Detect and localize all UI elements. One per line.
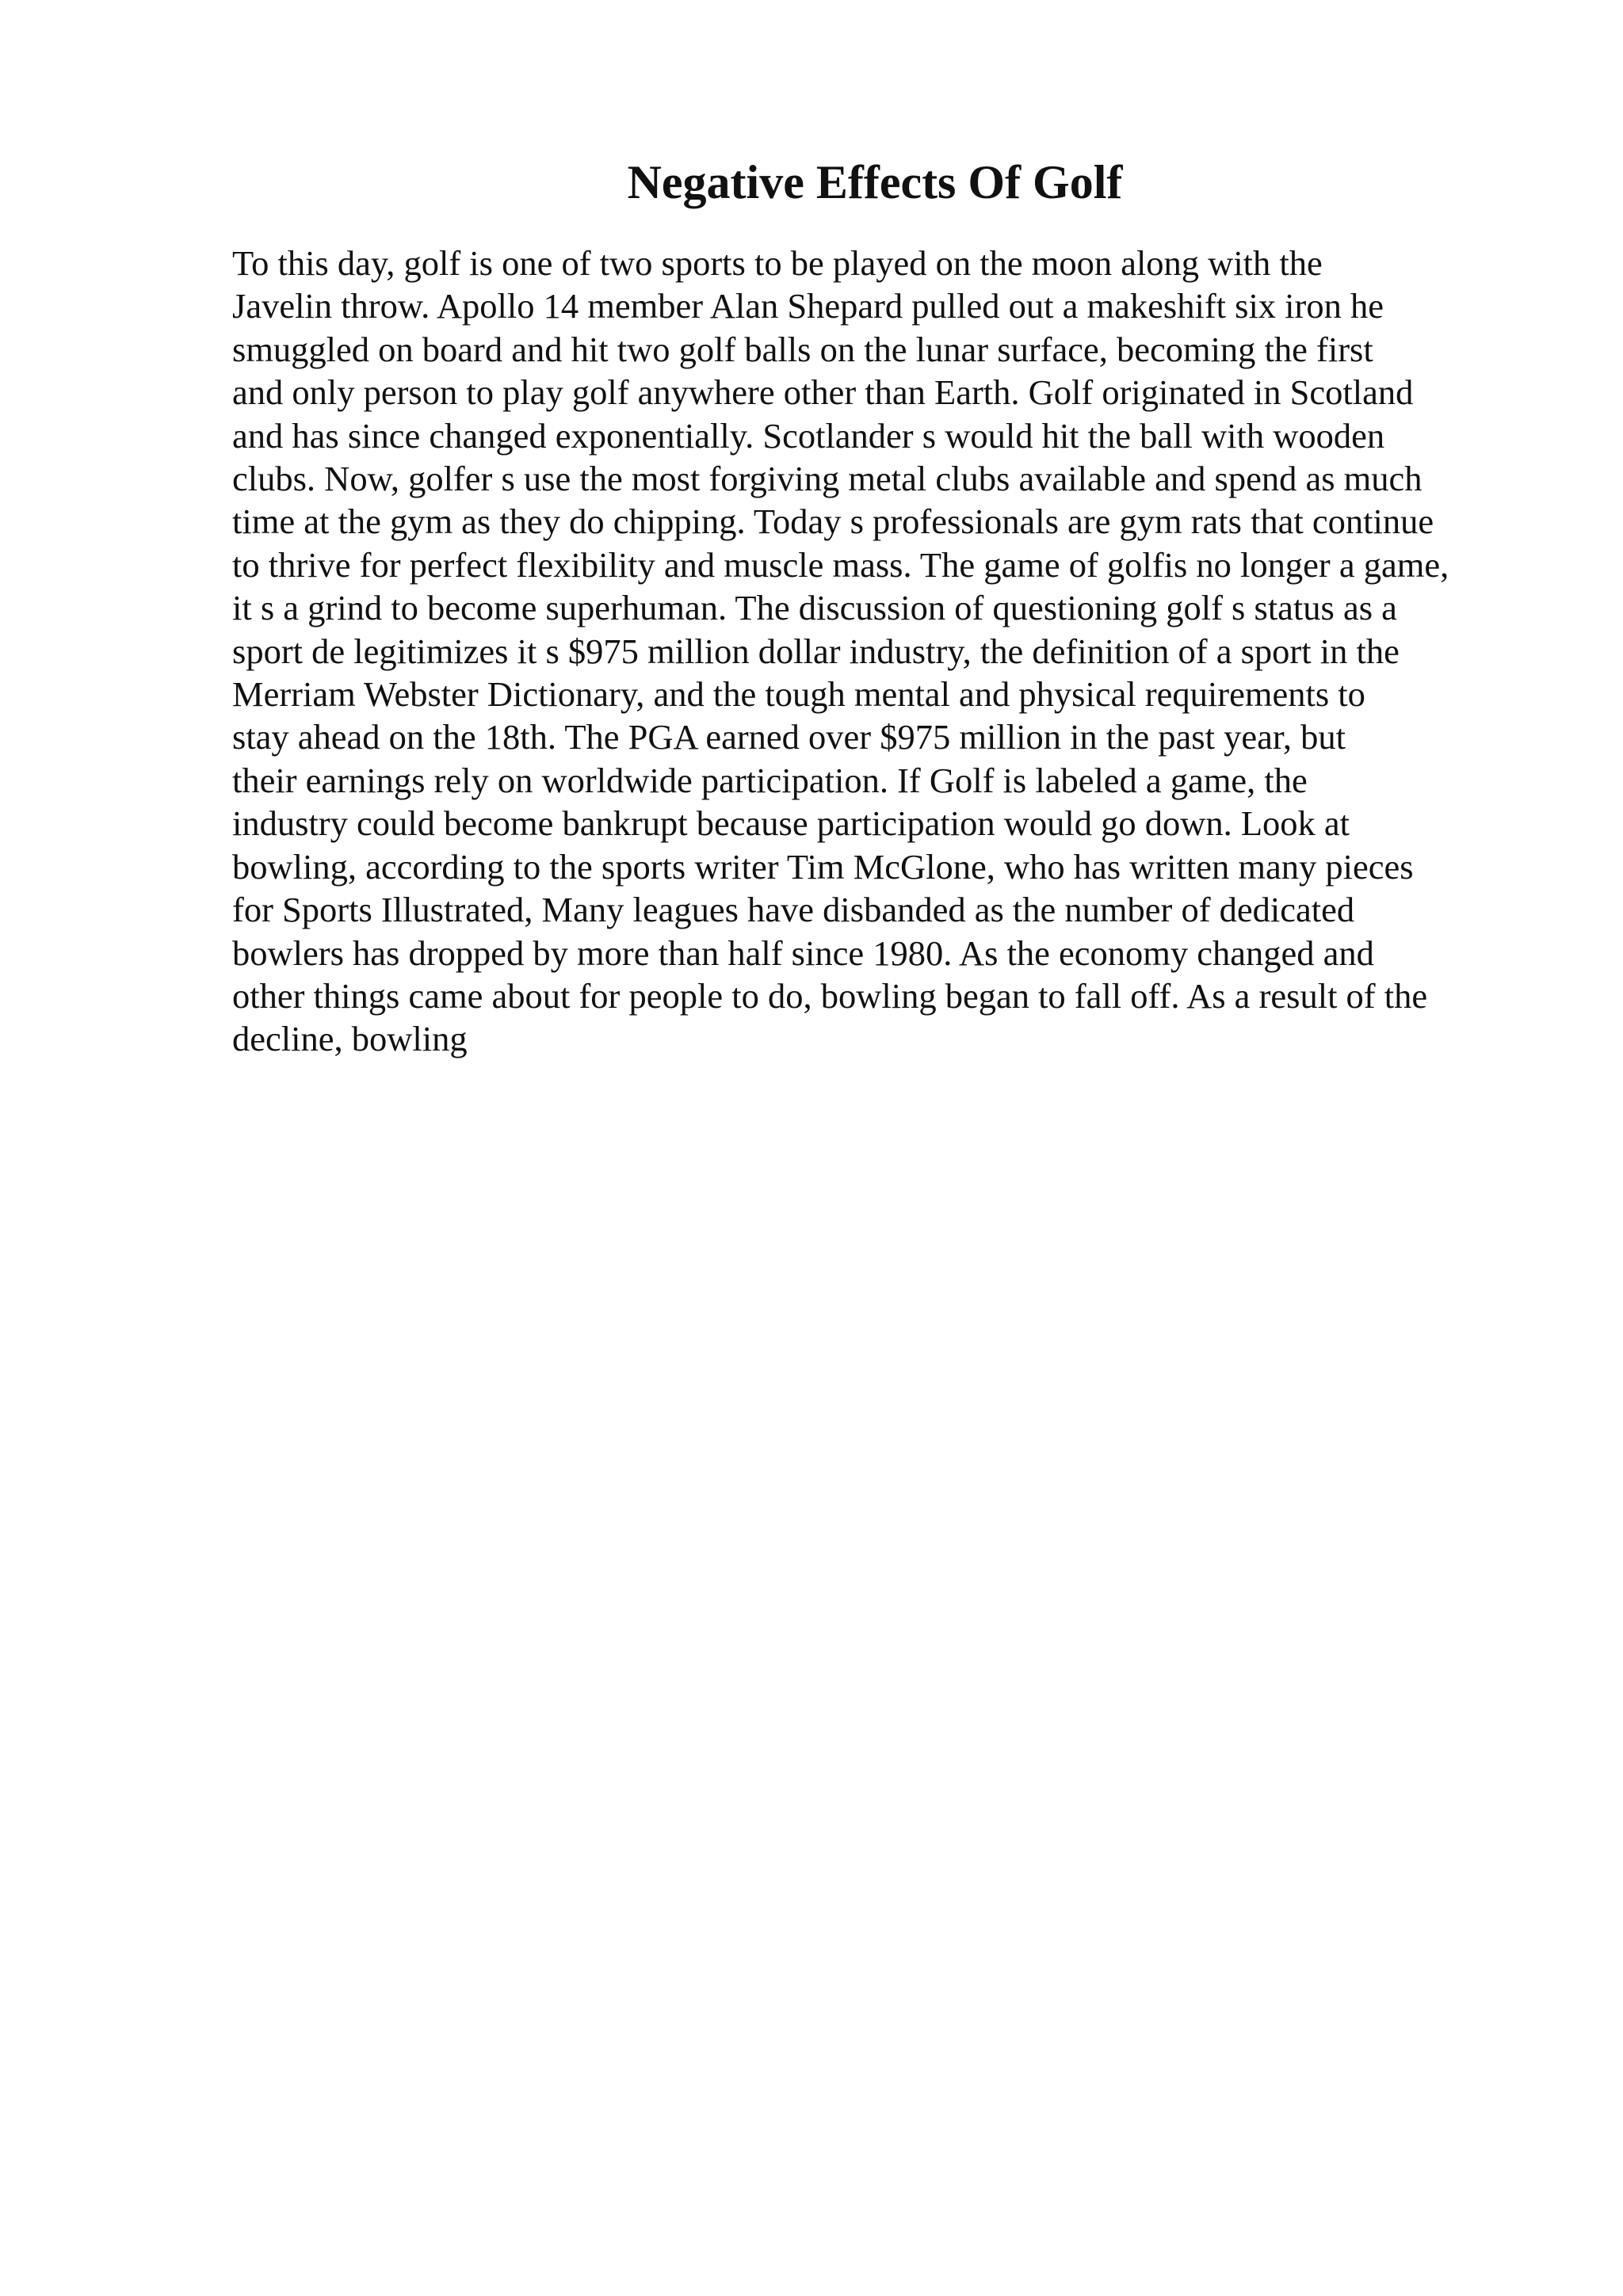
body-line: Javelin throw. Apollo 14 member Alan Shepard pulled out a makeshift six iron he — [232, 286, 1384, 326]
body-line: bowlers has dropped by more than half since 1980. As the economy changed and — [232, 933, 1374, 973]
body-line: industry could become bankrupt because participation would go down. Look at — [232, 803, 1350, 844]
body-line: Merriam Webster Dictionary, and the tough mental and physical requirements to — [232, 674, 1365, 715]
body-line: and only person to play golf anywhere other than Earth. Golf originated in Scotland — [232, 372, 1414, 413]
document-body — [232, 242, 1579, 1061]
body-line: smuggled on board and hit two golf balls on the lunar surface, becoming the first — [232, 329, 1373, 369]
body-line: sport de legitimizes it s $975 million dollar industry, the definition of a sport in the — [232, 631, 1400, 671]
document-title: Negative Effects Of Golf — [627, 156, 1123, 208]
body-line: other things came about for people to do, bowling began to fall off. As a result of the — [232, 975, 1428, 1016]
body-line: for Sports Illustrated, Many leagues have disbanded as the number of dedicated — [232, 890, 1355, 930]
body-line: clubs. Now, golfer s use the most forgiving metal clubs available and spend as much — [232, 459, 1423, 499]
body-line: stay ahead on the 18th. The PGA earned over $975 million in the past year, but — [232, 717, 1346, 757]
body-line: it s a grind to become superhuman. The discussion of questioning golf s status as a — [232, 588, 1397, 628]
body-line: to thrive for perfect flexibility and muscle mass. The game of golfis no longer a game, — [232, 544, 1449, 585]
body-line: To this day, golf is one of two sports to be played on the moon along with the — [232, 243, 1323, 283]
body-line: their earnings rely on worldwide participation. If Golf is labeled a game, the — [232, 760, 1308, 800]
body-line: decline, bowling — [232, 1019, 468, 1059]
body-line: bowling, according to the sports writer Tim McGlone, who has written many pieces — [232, 846, 1414, 887]
body-line: time at the gym as they do chipping. Today s professionals are gym rats that continue — [232, 502, 1434, 542]
body-line: and has since changed exponentially. Scotlander s would hit the ball with wooden — [232, 415, 1385, 456]
